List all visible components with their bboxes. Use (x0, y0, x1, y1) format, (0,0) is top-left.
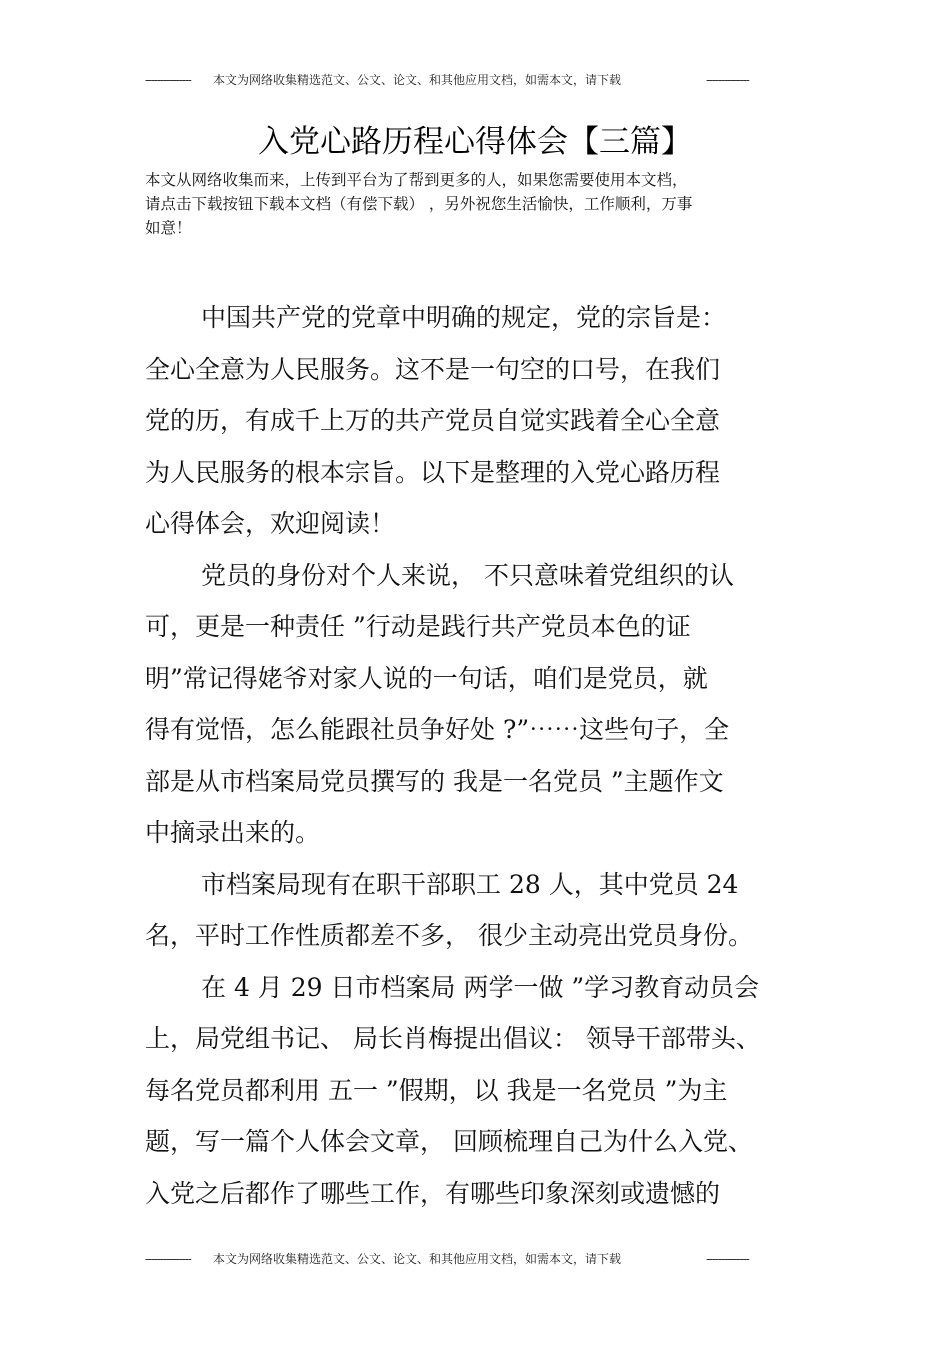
body-line: 市档案局现有在职干部职工 28 人，其中党员 24 (201, 869, 739, 899)
footer-banner (0, 1249, 950, 1269)
body-line: 党员的身份对个人来说， 不只意味着党组织的认 (201, 560, 734, 590)
body-line: 部是从市档案局党员撰写的 我是一名党员 ”主题作文 (145, 766, 724, 796)
body-line: 在 4 月 29 日市档案局 两学一做 ”学习教育动员会 (201, 972, 760, 1002)
header-banner-text: 本文为网络收集精选范文、公文、论文、和其他应用文档，如需本文，请下载 (213, 73, 622, 87)
footer-dashes-left: --------------- (145, 1252, 191, 1266)
body-line: 得有觉悟，怎么能跟社员争好处 ?”⋯⋯这些句子，全 (145, 715, 730, 744)
notice-line: 如意！ (145, 219, 192, 237)
body-line: 心得体会，欢迎阅读！ (145, 509, 396, 538)
body-line: 为人民服务的根本宗旨。以下是整理的入党心路历程 (145, 457, 721, 487)
body-line: 题，写一篇个人体会文章， 回顾梳理自己为什么入党、 (145, 1127, 753, 1156)
body-line: 每名党员都利用 五一 ”假期，以 我是一名党员 ”为主 (145, 1075, 728, 1105)
download-notice (145, 168, 805, 240)
footer-dashes-right: -------------- (706, 1252, 749, 1266)
body-line: 名，平时工作性质都差不多， 很少主动亮出党员身份。 (145, 921, 753, 950)
header-banner (0, 70, 950, 90)
notice-line: 请点击下载按钮下载本文档（有偿下载） ，另外祝您生活愉快，工作顺利，万事 (145, 195, 693, 213)
header-dashes-left: --------------- (145, 73, 191, 87)
footer-banner-text: 本文为网络收集精选范文、公文、论文、和其他应用文档，如需本文，请下载 (213, 1252, 622, 1266)
body-line: 上，局党组书记、 局长肖梅提出倡议： 领导干部带头、 (145, 1024, 761, 1053)
body-line: 入党之后都作了哪些工作，有哪些印象深刻或遗憾的 (145, 1178, 721, 1208)
body-text (145, 292, 815, 1219)
body-line: 可，更是一种责任 ”行动是践行共产党员本色的证 (145, 612, 691, 641)
body-line: 全心全意为人民服务。这不是一句空的口号，在我们 (145, 354, 721, 384)
notice-line: 本文从网络收集而来，上传到平台为了帮到更多的人，如果您需要使用本文档， (145, 171, 688, 189)
document-title: 入党心路历程心得体会【三篇】 (258, 124, 692, 160)
body-line: 明”常记得姥爷对家人说的一句话，咱们是党员，就 (145, 663, 708, 693)
header-dashes-right: -------------- (706, 73, 749, 87)
body-line: 中国共产党的党章中明确的规定，党的宗旨是： (201, 303, 727, 332)
body-line: 中摘录出来的。 (145, 818, 321, 847)
body-line: 党的历，有成千上万的共产党员自觉实践着全心全意 (145, 406, 721, 435)
